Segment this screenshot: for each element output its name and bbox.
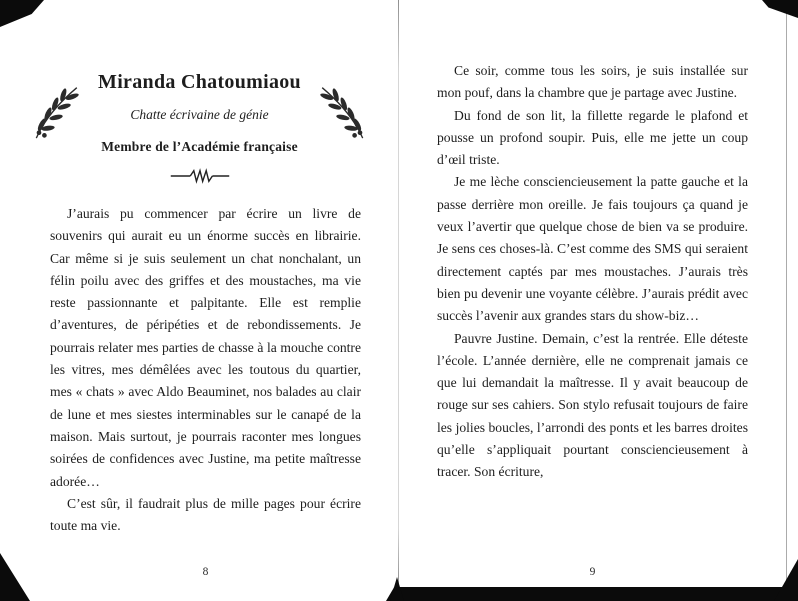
right-page-body xyxy=(437,60,748,484)
divider-squiggle-icon xyxy=(0,168,399,189)
laurel-branch-right-icon xyxy=(315,82,369,142)
page-right xyxy=(399,0,798,601)
chapter-title: Miranda Chatoumiaou xyxy=(98,70,301,93)
paragraph: Pauvre Justine. Demain, c’est la rentrée. Elle déteste l’école. L’année dernière, elle ne comprenait jamais ce que lui demandait la maîtresse. Il y avait beaucoup de rouge sur ses cahiers. Son stylo refusait toujours de faire les jolies boucles, l’arrondi des ponts et les barres droites qu’elle s’appliquait pourtant consciencieusement à tracer. Son écriture, xyxy=(437,330,748,480)
left-page-body xyxy=(50,203,361,537)
paragraph: C’est sûr, il faudrait plus de mille pages pour écrire toute ma vie. xyxy=(50,495,361,534)
paragraph: J’aurais pu commencer par écrire un livre de souvenirs qui aurait eu un énorme succès en librairie. Car même si je suis seulement un chat nonchalant, un félin poilu avec des griffes et des moustaches, ma vie reste passionnante et palpitante. Elle est remplie d’aventures, de péripéties et de rebondissements. Je pourrais relater mes parties de chasse à la mouche contre les vitres, mes démêlées avec les toutous du quartier, mes « chats » avec Aldo Beauminet, nos balades au clair de lune et mes siestes interminables sur le canapé de la maison. Mais surtout, je pourrais raconter mes longues soirées de confidences avec Justine, ma petite maîtresse adorée… xyxy=(50,206,361,489)
chapter-header xyxy=(30,66,369,158)
laurel-branch-left-icon xyxy=(30,82,84,142)
chapter-subtitle: Chatte écrivaine de génie xyxy=(130,106,269,122)
paragraph: Je me lèche consciencieusement la patte gauche et la passe derrière mon oreille. Je fais toujours ça quand je veux l’avertir que quelque chose de bien va se produire. Je sens ces choses-là. C’est comme des SMS qui seraient directement captés par mes moustaches. J’aurais très bien pu devenir une voyante célèbre. J’aurais prédit avec succès l’avenir aux grandes stars du show-biz… xyxy=(437,174,748,324)
paragraph: Du fond de son lit, la fillette regarde le plafond et pousse un profond soupir. Puis, elle me jette un coup d’œil triste. xyxy=(437,107,748,168)
page-number-left: 8 xyxy=(202,566,209,578)
scan-edge-bottom xyxy=(386,587,798,601)
chapter-affiliation: Membre de l’Académie française xyxy=(101,138,298,154)
paragraph: Ce soir, comme tous les soirs, je suis installée sur mon pouf, dans la chambre que je partage avec Justine. xyxy=(437,63,748,101)
page-edge xyxy=(786,0,787,601)
page-gutter xyxy=(398,0,399,601)
chapter-header-text xyxy=(84,70,315,155)
page-number-right: 9 xyxy=(589,566,596,578)
